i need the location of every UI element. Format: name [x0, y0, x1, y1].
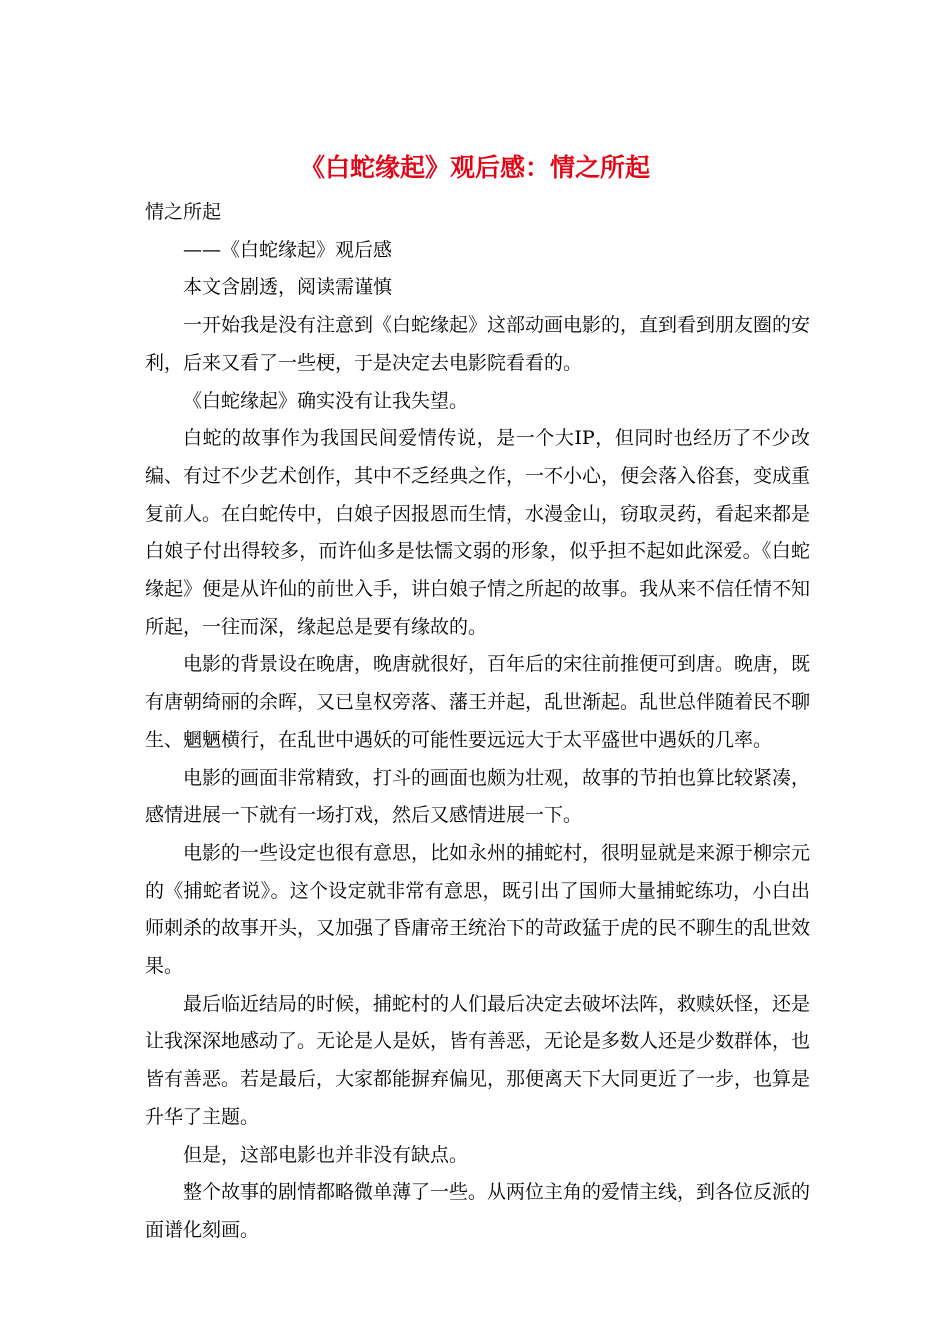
paragraph: 整个故事的剧情都略微单薄了一些。从两位主角的爱情主线，到各位反派的面谱化刻画。	[145, 1181, 811, 1241]
paragraph: 电影的画面非常精致，打斗的画面也颇为壮观，故事的节拍也算比较紧凑，感情进展一下就有一场打戏，然后又感情进展一下。	[145, 766, 811, 827]
paragraph: 《白蛇缘起》确实没有让我失望。	[183, 389, 469, 412]
document-body	[145, 194, 810, 1250]
paragraph: 一开始我是没有注意到《白蛇缘起》这部动画电影的，直到看到朋友圈的安利，后来又看了一些梗，于是决定去电影院看看的。	[145, 314, 811, 374]
document-title: 《白蛇缘起》观后感：情之所起	[299, 153, 650, 182]
paragraph: 电影的背景设在晚唐，晚唐就很好，百年后的宋往前推便可到唐。晚唐，既有唐朝绮丽的余晖，又已皇权旁落、藩王并起，乱世渐起。乱世总伴随着民不聊生、魍魉横行，在乱世中遇妖的可能性要远远大于太平盛世中遇妖的几率。	[145, 653, 811, 751]
paragraph: 最后临近结局的时候，捕蛇村的人们最后决定去破坏法阵，救赎妖怪，还是让我深深地感动了。无论是人是妖，皆有善恶，无论是多数人还是少数群体，也皆有善恶。若是最后，大家都能摒弃偏见，那便离天下大同更近了一步，也算是升华了主题。	[145, 992, 811, 1128]
paragraph: 电影的一些设定也很有意思，比如永州的捕蛇村，很明显就是来源于柳宗元的《捕蛇者说》。这个设定就非常有意思，既引出了国师大量捕蛇练功，小白出师刺杀的故事开头，又加强了昏庸帝王统治下的苛政猛于虎的民不聊生的乱世效果。	[145, 841, 811, 978]
paragraph: 但是，这部电影也并非没有缺点。	[183, 1143, 469, 1166]
paragraph: 本文含剧透，阅读需谨慎	[183, 276, 393, 299]
paragraph: 白蛇的故事作为我国民间爱情传说，是一个大IP，但同时也经历了不少改编、有过不少艺术创作，其中不乏经典之作，一不小心，便会落入俗套，变成重复前人。在白蛇传中，白娘子因报恩而生情，水漫金山，窃取灵药，看起来都是白娘子付出得较多，而许仙多是怯懦文弱的形象，似乎担不起如此深爱。《白蛇缘起》便是从许仙的前世入手，讲白娘子情之所起的故事。我从来不信任情不知所起，一往而深，缘起总是要有缘故的。	[145, 427, 811, 638]
paragraph: ——《白蛇缘起》观后感	[183, 238, 393, 261]
paragraph: 情之所起	[145, 201, 222, 223]
